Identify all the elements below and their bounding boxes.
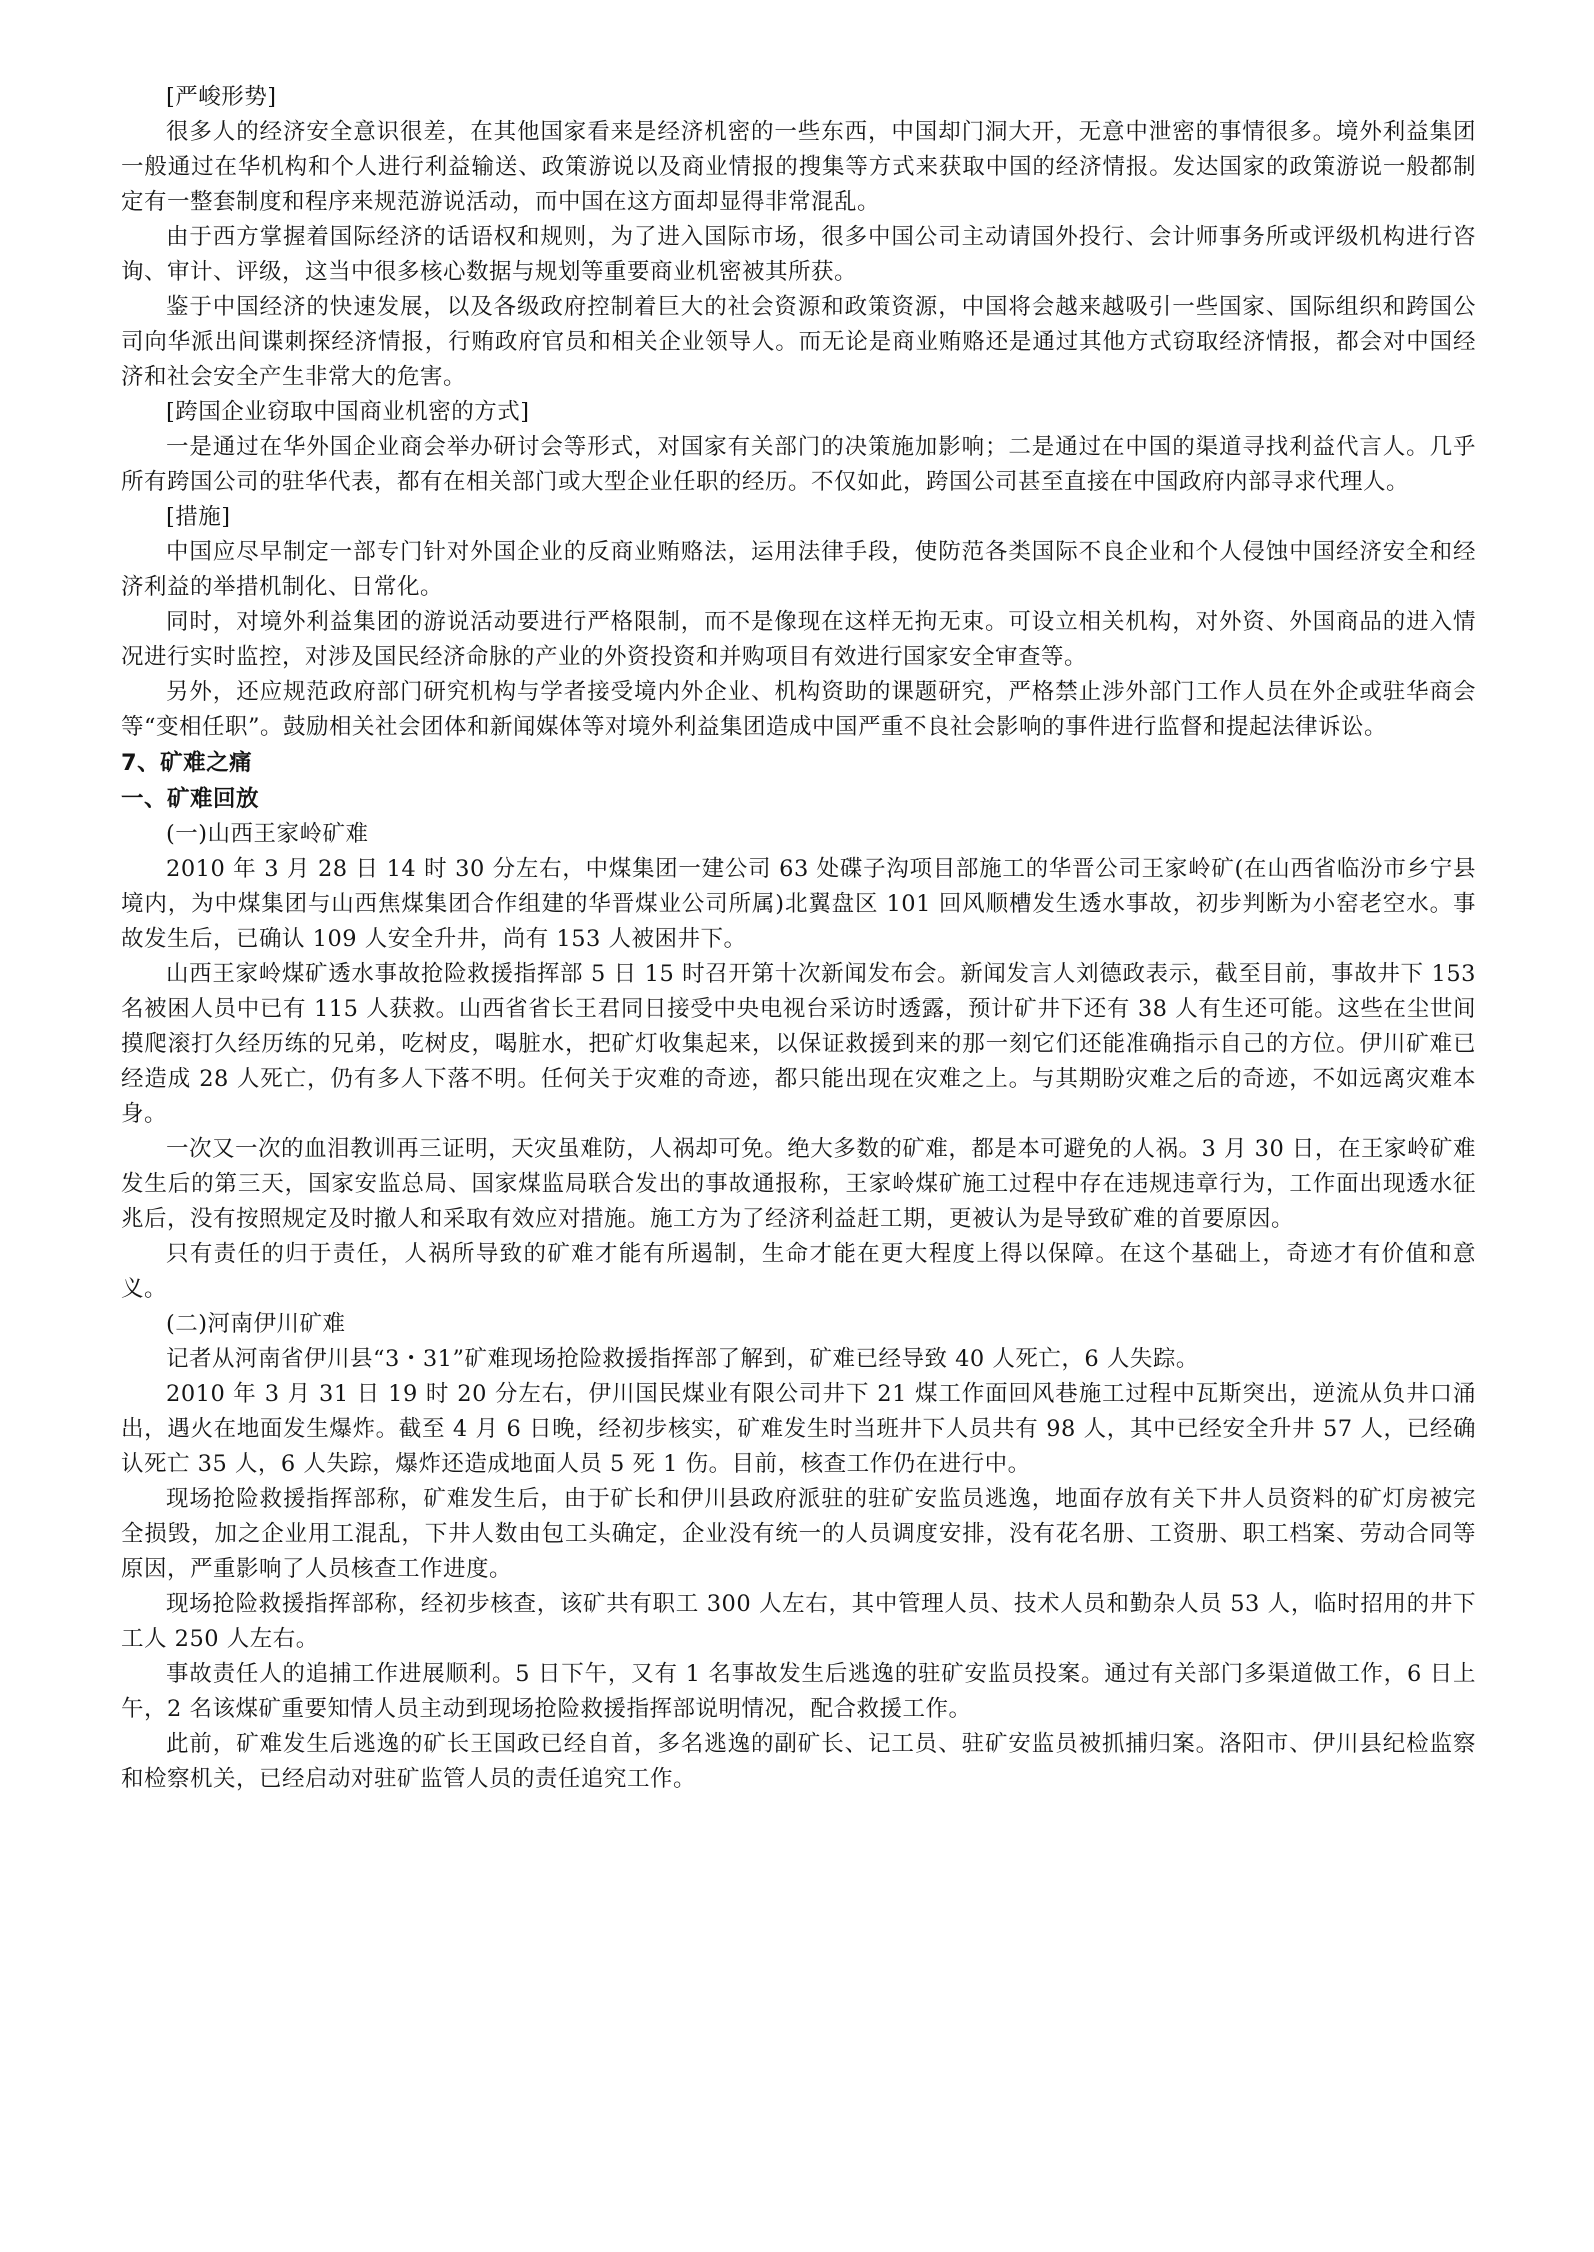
section-label-measures: [措施]	[166, 504, 231, 530]
heading-mine-disaster-pain: 7、矿难之痛	[121, 750, 253, 776]
paragraph-lessons: 一次又一次的血泪教训再三证明，天灾虽难防，人祸却可免。绝大多数的矿难，都是本可避免的人祸。3 月 30 日，在王家岭矿难发生后的第三天，国家安监总局、国家煤监局联合发出的事故通报称，王家岭煤矿施工过程中存在违规违章行为，工作面出现透水征兆后，没有按照规定及时撤人和采取有效应对措施。施工方为了经济利益赶工期，更被认为是导致矿难的首要原因。	[121, 1136, 1476, 1232]
paragraph-wangjialing-rescue: 山西王家岭煤矿透水事故抢险救援指挥部 5 日 15 时召开第十次新闻发布会。新闻发言人刘德政表示，截至目前，事故井下 153 名被困人员中已有 115 人获救。山西省省长王君同日接受中央电视台采访时透露，预计矿井下还有 38 人有生还可能。这些在尘世间摸爬滚打久经历练的兄弟，吃树皮，喝脏水，把矿灯收集起来，以保证救援到来的那一刻它们还能准确指示自己的方位。伊川矿难已经造成 28 人死亡，仍有多人下落不明。任何关于灾难的奇迹，都只能出现在灾难之上。与其期盼灾难之后的奇迹，不如远离灾难本身。	[121, 961, 1476, 1127]
paragraph-wangjialing-accident: 2010 年 3 月 28 日 14 时 30 分左右，中煤集团一建公司 63 处碟子沟项目部施工的华晋公司王家岭矿(在山西省临汾市乡宁县境内，为中煤集团与山西焦煤集团合作组建的华晋煤业公司所属)北翼盘区 101 回风顺槽发生透水事故，初步判断为小窑老空水。事故发生后，已确认 109 人安全升井，尚有 153 人被困井下。	[121, 856, 1476, 952]
paragraph-economic-awareness: 很多人的经济安全意识很差，在其他国家看来是经济机密的一些东西，中国却门洞大开，无意中泄密的事情很多。境外利益集团一般通过在华机构和个人进行利益输送、政策游说以及商业情报的搜集等方式来获取中国的经济情报。发达国家的政策游说一般都制定有一整套制度和程序来规范游说活动，而中国在这方面却显得非常混乱。	[121, 119, 1476, 215]
paragraph-western-rules: 由于西方掌握着国际经济的话语权和规则，为了进入国际市场，很多中国公司主动请国外投行、会计师事务所或评级机构进行咨询、审计、评级，这当中很多核心数据与规划等重要商业机密被其所获。	[121, 224, 1476, 285]
paragraph-yichuan-inspector-fled: 现场抢险救援指挥部称，矿难发生后，由于矿长和伊川县政府派驻的驻矿安监员逃逸，地面存放有关下井人员资料的矿灯房被完全损毁，加之企业用工混乱，下井人数由包工头确定，企业没有统一的人员调度安排，没有花名册、工资册、职工档案、劳动合同等原因，严重影响了人员核查工作进度。	[121, 1486, 1476, 1582]
paragraph-research-funding: 另外，还应规范政府部门研究机构与学者接受境内外企业、机构资助的课题研究，严格禁止涉外部门工作人员在外企或驻华商会等“变相任职”。鼓励相关社会团体和新闻媒体等对境外利益集团造成中国严重不良社会影响的事件进行监督和提起法律诉讼。	[121, 679, 1476, 740]
paragraph-methods: 一是通过在华外国企业商会举办研讨会等形式，对国家有关部门的决策施加影响；二是通过在中国的渠道寻找利益代言人。几乎所有跨国公司的驻华代表，都有在相关部门或大型企业任职的经历。不仅如此，跨国公司甚至直接在中国政府内部寻求代理人。	[121, 434, 1476, 495]
paragraph-anti-bribery-law: 中国应尽早制定一部专门针对外国企业的反商业贿赂法，运用法律手段，使防范各类国际不良企业和个人侵蚀中国经济安全和经济利益的举措机制化、日常化。	[121, 539, 1476, 600]
paragraph-yichuan-arrests: 事故责任人的追捕工作进展顺利。5 日下午，又有 1 名事故发生后逃逸的驻矿安监员投案。通过有关部门多渠道做工作，6 日上午，2 名该煤矿重要知情人员主动到现场抢险救援指挥部说明情况，配合救援工作。	[121, 1661, 1476, 1722]
paragraph-intelligence-threat: 鉴于中国经济的快速发展，以及各级政府控制着巨大的社会资源和政策资源，中国将会越来越吸引一些国家、国际组织和跨国公司向华派出间谍刺探经济情报，行贿政府官员和相关企业领导人。而无论是商业贿赂还是通过其他方式窃取经济情报，都会对中国经济和社会安全产生非常大的危害。	[121, 294, 1476, 390]
section-label-multinational-methods: [跨国企业窃取中国商业机密的方式]	[166, 399, 530, 425]
heading-mine-disaster-review: 一、矿难回放	[121, 786, 260, 812]
paragraph-yichuan-reporter: 记者从河南省伊川县“3・31”矿难现场抢险救援指挥部了解到，矿难已经导致 40 人死亡，6 人失踪。	[166, 1346, 1199, 1372]
paragraph-yichuan-staff: 现场抢险救援指挥部称，经初步核查，该矿共有职工 300 人左右，其中管理人员、技术人员和勤杂人员 53 人，临时招用的井下工人 250 人左右。	[121, 1591, 1476, 1652]
subsection-wangjialing: (一)山西王家岭矿难	[166, 821, 369, 847]
document-body	[121, 80, 1476, 1797]
paragraph-responsibility: 只有责任的归于责任，人祸所导致的矿难才能有所遏制，生命才能在更大程度上得以保障。在这个基础上，奇迹才有价值和意义。	[121, 1241, 1476, 1302]
paragraph-yichuan-accountability: 此前，矿难发生后逃逸的矿长王国政已经自首，多名逃逸的副矿长、记工员、驻矿安监员被抓捕归案。洛阳市、伊川县纪检监察和检察机关，已经启动对驻矿监管人员的责任追究工作。	[121, 1731, 1476, 1792]
paragraph-yichuan-accident: 2010 年 3 月 31 日 19 时 20 分左右，伊川国民煤业有限公司井下 21 煤工作面回风巷施工过程中瓦斯突出，逆流从负井口涌出，遇火在地面发生爆炸。截至 4 月 6 日晚，经初步核实，矿难发生时当班井下人员共有 98 人，其中已经安全升井 57 人，已经确认死亡 35 人，6 人失踪，爆炸还造成地面人员 5 死 1 伤。目前，核查工作仍在进行中。	[121, 1381, 1476, 1477]
paragraph-lobbying-limits: 同时，对境外利益集团的游说活动要进行严格限制，而不是像现在这样无拘无束。可设立相关机构，对外资、外国商品的进入情况进行实时监控，对涉及国民经济命脉的产业的外资投资和并购项目有效进行国家安全审查等。	[121, 609, 1476, 670]
section-label-severe-situation: [严峻形势]	[166, 84, 277, 110]
subsection-yichuan: (二)河南伊川矿难	[166, 1311, 346, 1337]
